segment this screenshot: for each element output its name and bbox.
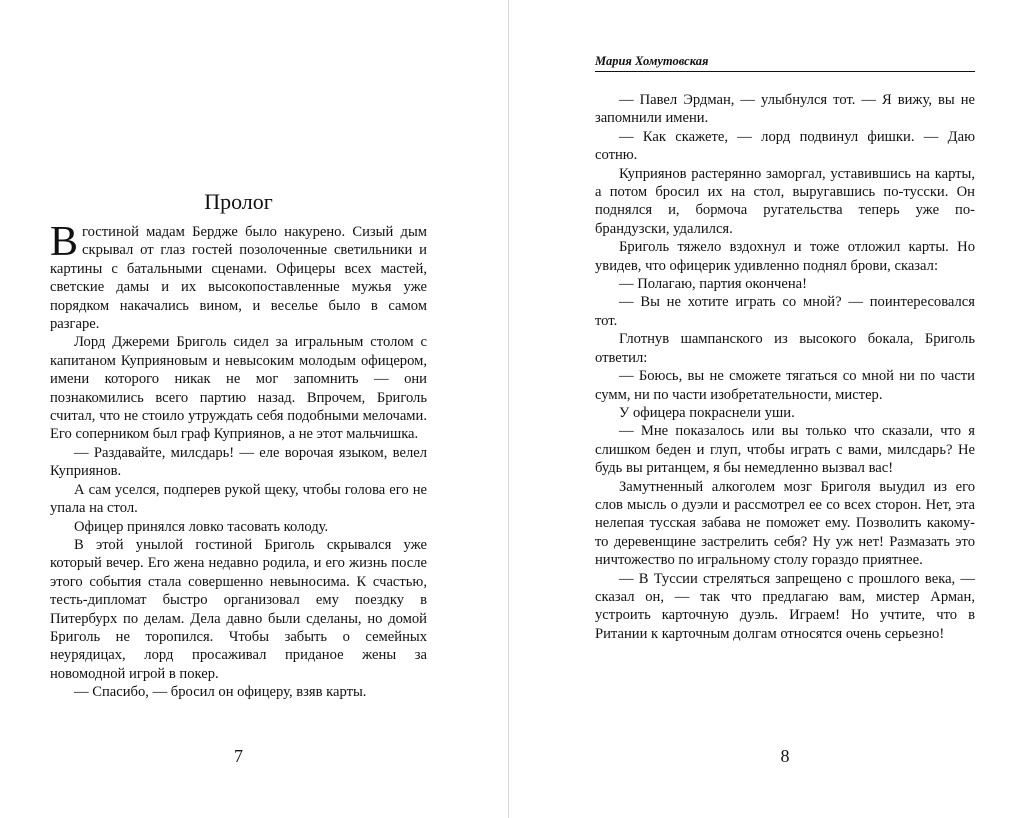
paragraph: — Боюсь, вы не сможете тягаться со мной ни по части сумм, ни по части изобретательности, мистер. bbox=[595, 368, 975, 403]
paragraph: — Павел Эрдман, — улыбнулся тот. — Я вижу, вы не запомнили имени. bbox=[595, 92, 975, 127]
paragraph: Глотнув шампанского из высокого бокала, Бриголь ответил: bbox=[595, 331, 975, 366]
left-page-text bbox=[50, 219, 427, 702]
paragraph: — Спасибо, — бросил он офицеру, взяв карты. bbox=[74, 684, 367, 701]
page-number-left: 7 bbox=[234, 746, 243, 766]
drop-cap: В bbox=[50, 219, 79, 265]
paragraph: Куприянов растерянно заморгал, уставившись на карты, а потом бросил их на стол, выругавшись по-тусски. Он поднялся и, бормоча ругательства теперь уже по-брандузски, удалился. bbox=[595, 165, 975, 237]
paragraph: В этой унылой гостиной Бриголь скрывался уже который вечер. Его жена недавно родила, и его жизнь после этого события стала совершенно невыносима. К счастью, тесть-дипломат быстро организовал ему поездку в Питербурх по делам. Дела давно были сделаны, но домой Бриголь не торопился. Чтобы забыть о семейных неурядицах, лорд просаживал приданое жены за новомодной игрой в покер. bbox=[50, 536, 427, 682]
paragraph: Офицер принялся ловко тасовать колоду. bbox=[74, 518, 329, 535]
right-page-text bbox=[595, 91, 975, 643]
paragraph: А сам уселся, подперев рукой щеку, чтобы голова его не упала на стол. bbox=[50, 481, 427, 517]
paragraph-1-text: гостиной мадам Бердже было накурено. Сизый дым скрывал от глаз гостей позолоченные светильники и картины с батальными сценами. Офицеры всех мастей, светские дамы и их высокопоставленные мужья уже порядком накачались вином, и веселье было в самом разгаре. bbox=[50, 224, 427, 333]
paragraph: Замутненный алкоголем мозг Бриголя выудил из его слов мысль о дуэли и рассмотрел ее со всех сторон. Нет, эта нелепая тусская забава не поможет ему. Позволить какому-то деревенщине застрелить себя? Ну уж нет! Размазать это ничтожество по игральному столу гораздо приятнее. bbox=[595, 478, 975, 569]
paragraph: — В Туссии стреляться запрещено с прошлого века, — сказал он, — так что предлагаю вам, мистер Арман, устроить карточную дуэль. Играем! Но учтите, что в Ритании к карточным долгам относятся очень серьезно! bbox=[595, 570, 975, 642]
paragraph: — Как скажете, — лорд подвинул фишки. — Даю сотню. bbox=[595, 128, 975, 164]
paragraph: Лорд Джереми Бриголь сидел за игральным столом с капитаном Куприяновым и невысоким молодым офицером, имени которого никак не мог запомнить — они познакомились всего партию назад. Впрочем, Бриголь считал, что не стоило утруждать себя подобными мелочами. Его соперником был граф Куприянов, а не этот мальчишка. bbox=[50, 334, 427, 443]
chapter-title: Пролог bbox=[204, 189, 273, 214]
page-number-right: 8 bbox=[780, 746, 790, 766]
paragraph: Бриголь тяжело вздохнул и тоже отложил карты. Но увидев, что офицерик удивленно поднял брови, сказал: bbox=[595, 239, 975, 274]
right-page bbox=[509, 0, 1016, 818]
paragraph: — Раздавайте, милсдарь! — еле ворочая языком, велел Куприянов. bbox=[50, 444, 427, 480]
paragraph: — Вы не хотите играть со мной? — поинтересовался тот. bbox=[595, 294, 975, 329]
running-header: Мария Хомутовская bbox=[595, 54, 975, 72]
paragraph-1 bbox=[50, 219, 427, 333]
paragraph: — Мне показалось или вы только что сказали, что я слишком беден и глуп, чтобы играть с вами, милсдарь? Не будь вы ританцем, я бы немедленно вызвал вас! bbox=[595, 423, 975, 477]
paragraph: У офицера покраснели уши. bbox=[619, 404, 795, 421]
paragraph: — Полагаю, партия окончена! bbox=[619, 276, 807, 293]
